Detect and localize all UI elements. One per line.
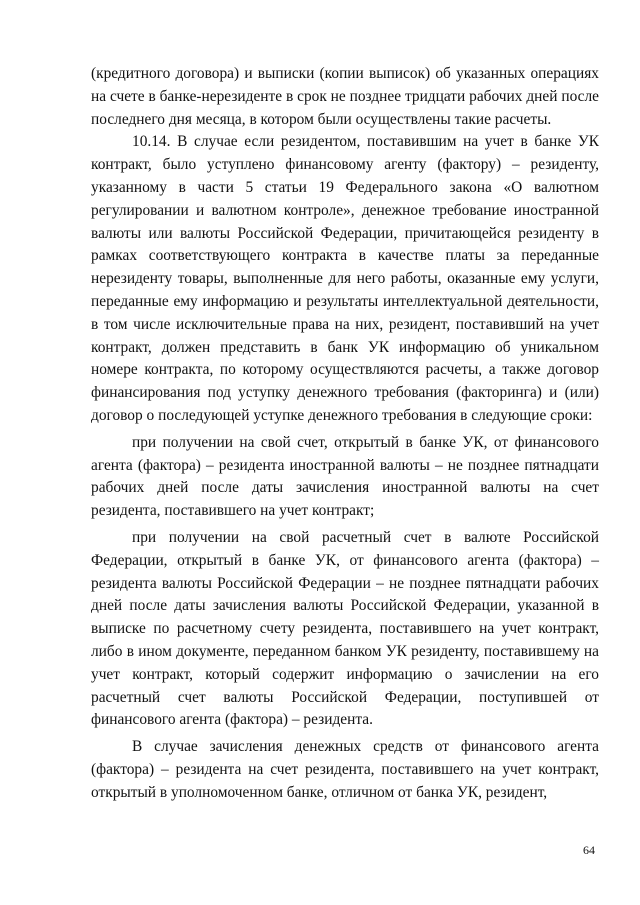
- paragraph-clause-10-14: 10.14. В случае если резидентом, поставившим на учет в банке УК контракт, было уступлено финансовому агенту (фактору) – резиденту, указанному в части 5 статьи 19 Федерального закона «О валютном регулировании и валютном контроле», денежное требование иностранной валюты или валюты Российской Федерации, причитающейся резиденту в рамках соответствующего контракта в качестве платы за переданные нерезиденту товары, выполненные для него работы, оказанные ему услуги, переданные ему информацию и результаты интеллектуальной деятельности, в том числе исключительные права на них, резидент, поставивший на учет контракт, должен представить в банк УК информацию об уникальном номере контракта, по которому осуществляются расчеты, а также договор финансирования под уступку денежного требования (факторинга) и (или) договор о последующей уступке денежного требования в следующие сроки:: [91, 133, 599, 424]
- paragraph-rouble-deadline: при получении на свой расчетный счет в валюте Российской Федерации, открытый в банке УК, от финансового агента (фактора) – резидента валюты Российской Федерации – не позднее пятнадцати рабочих дней после даты зачисления валюты Российской Федерации, указанной в выписке по расчетному счету резидента, поставившего на учет контракт, либо в ином документе, переданном банком УК резиденту, поставившему на учет контракт, который содержит информацию о зачислении на его расчетный счет валюты Российской Федерации, поступившей от финансового агента (фактора) – резидента.: [91, 528, 599, 729]
- paragraph-other-bank-case: В случае зачисления денежных средств от финансового агента (фактора) – резидента на счет резидента, поставившего на учет контракт, открытый в уполномоченном банке, отличном от банка УК, резидент,: [91, 738, 599, 801]
- paragraph-continuation: (кредитного договора) и выписки (копии выписок) об указанных операциях на счете в банке-нерезиденте в срок не позднее тридцати рабочих дней после последнего дня месяца, в котором были осуществлены такие расчеты.: [91, 65, 599, 128]
- paragraph-foreign-currency-deadline: при получении на свой счет, открытый в банке УК, от финансового агента (фактора) – резидента иностранной валюты – не позднее пятнадцати рабочих дней после даты зачисления иностранной валюты на счет резидента, поставившего на учет контракт;: [91, 433, 599, 520]
- page-number: 64: [583, 843, 595, 857]
- document-body: [91, 63, 599, 805]
